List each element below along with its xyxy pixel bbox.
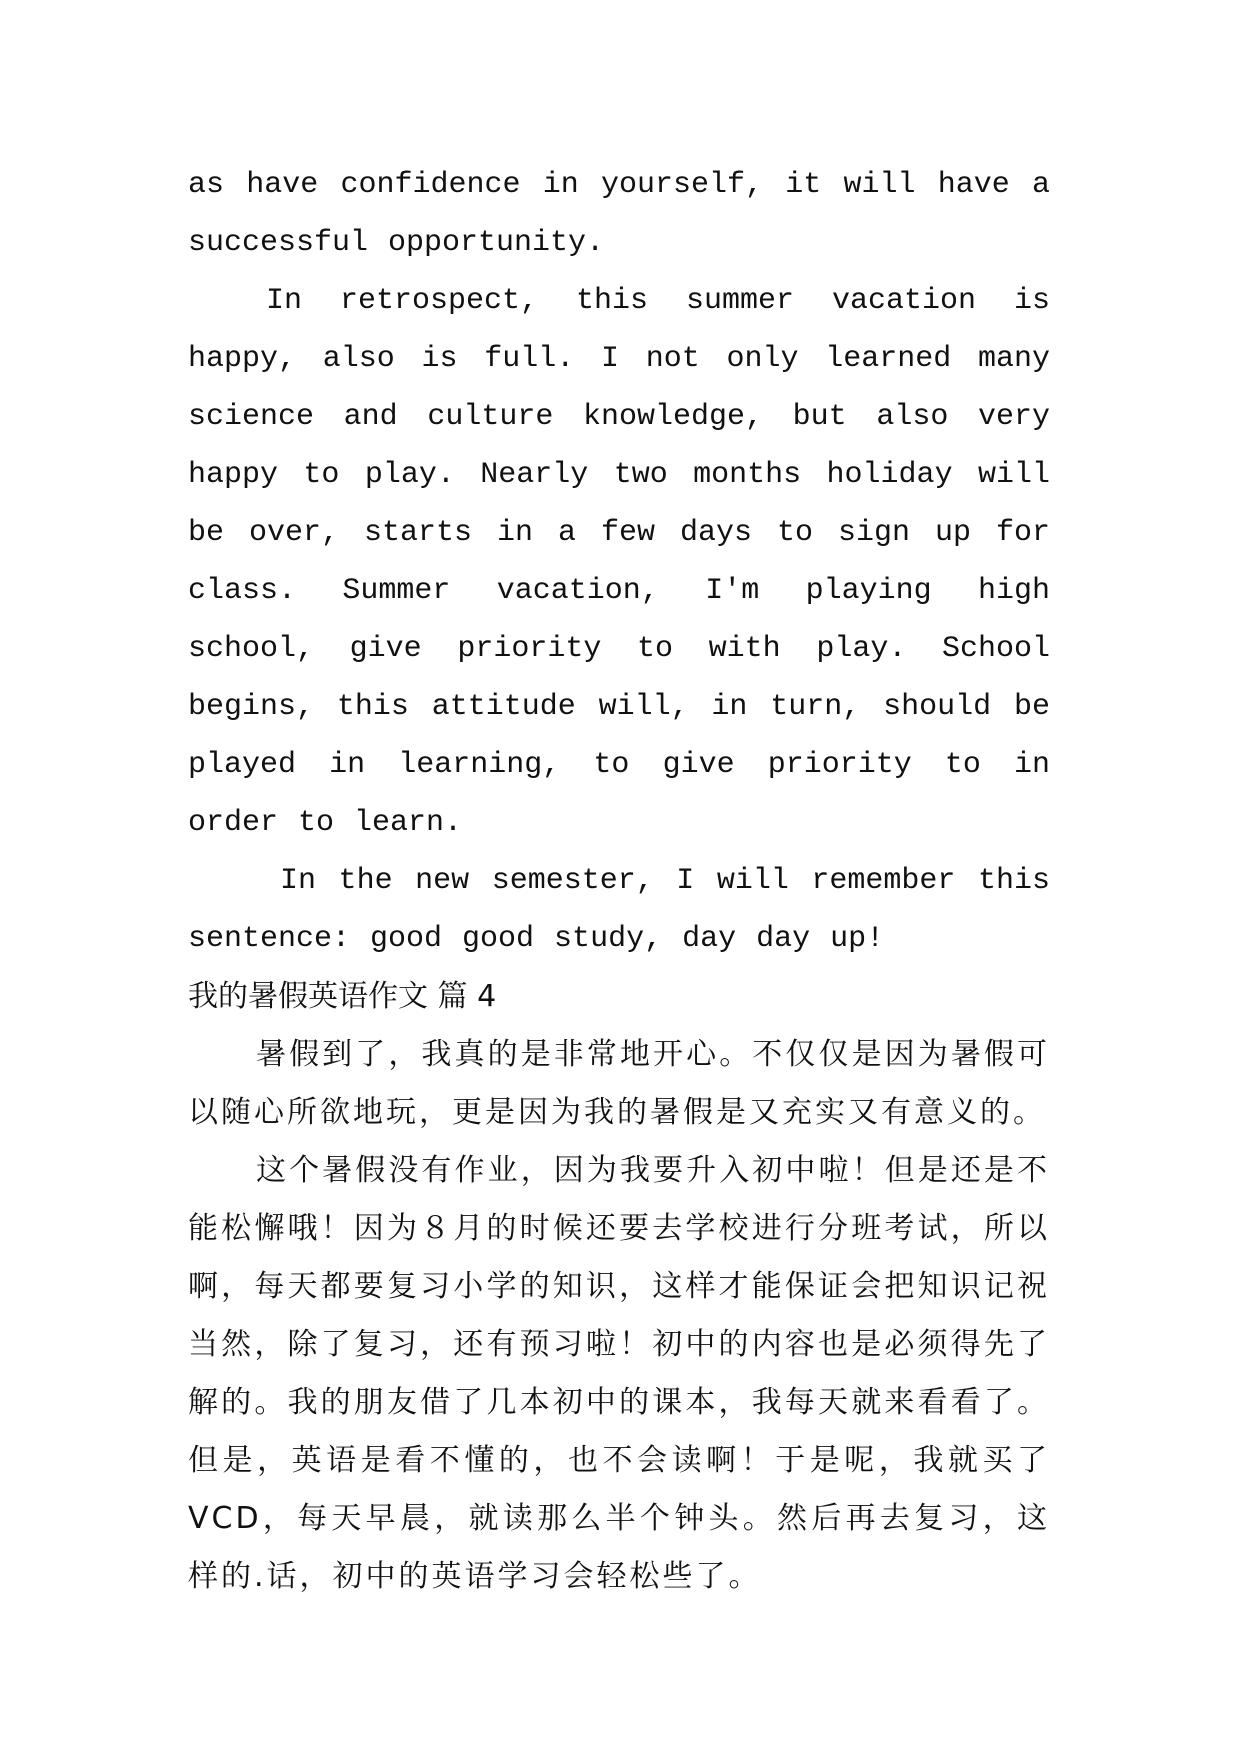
paragraph-zh-1: 暑假到了，我真的是非常地开心。不仅仅是因为暑假可以随心所欲地玩，更是因为我的暑假是又充实又有意义的。 — [188, 1037, 1050, 1130]
paragraph-zh-2: 这个暑假没有作业，因为我要升入初中啦！但是还是不能松懈哦！因为８月的时候还要去学校进行分班考试，所以啊，每天都要复习小学的知识，这样才能保证会把知识记祝当然，除了复习，还有预习啦！初中的内容也是必须得先了解的。我的朋友借了几本初中的课本，我每天就来看看了。但是，英语是看不懂的，也不会读啊！于是呢，我就买了VCD，每天早晨，就读那么半个钟头。然后再去复习，这样的.话，初中的英语学习会轻松些了。 — [188, 1153, 1050, 1594]
document-body — [188, 156, 1050, 1606]
paragraph-en-2: In retrospect, this summer vacation is happy, also is full. I not only learned many science and culture knowledge, but also very happy to play. Nearly two months holiday will be over, starts in a few days to sign up for class. Summer vacation, I'm playing high school, give priority to with play. School begins, this attitude will, in turn, should be played in learning, to give priority to in order to learn. — [188, 284, 1050, 840]
section-title: 我的暑假英语作文 篇 4 — [188, 979, 497, 1014]
paragraph-en-1: as have confidence in yourself, it will have a successful opportunity. — [188, 168, 1050, 260]
paragraph-en-3: In the new semester, I will remember this sentence: good good study, day day up! — [188, 864, 1050, 956]
